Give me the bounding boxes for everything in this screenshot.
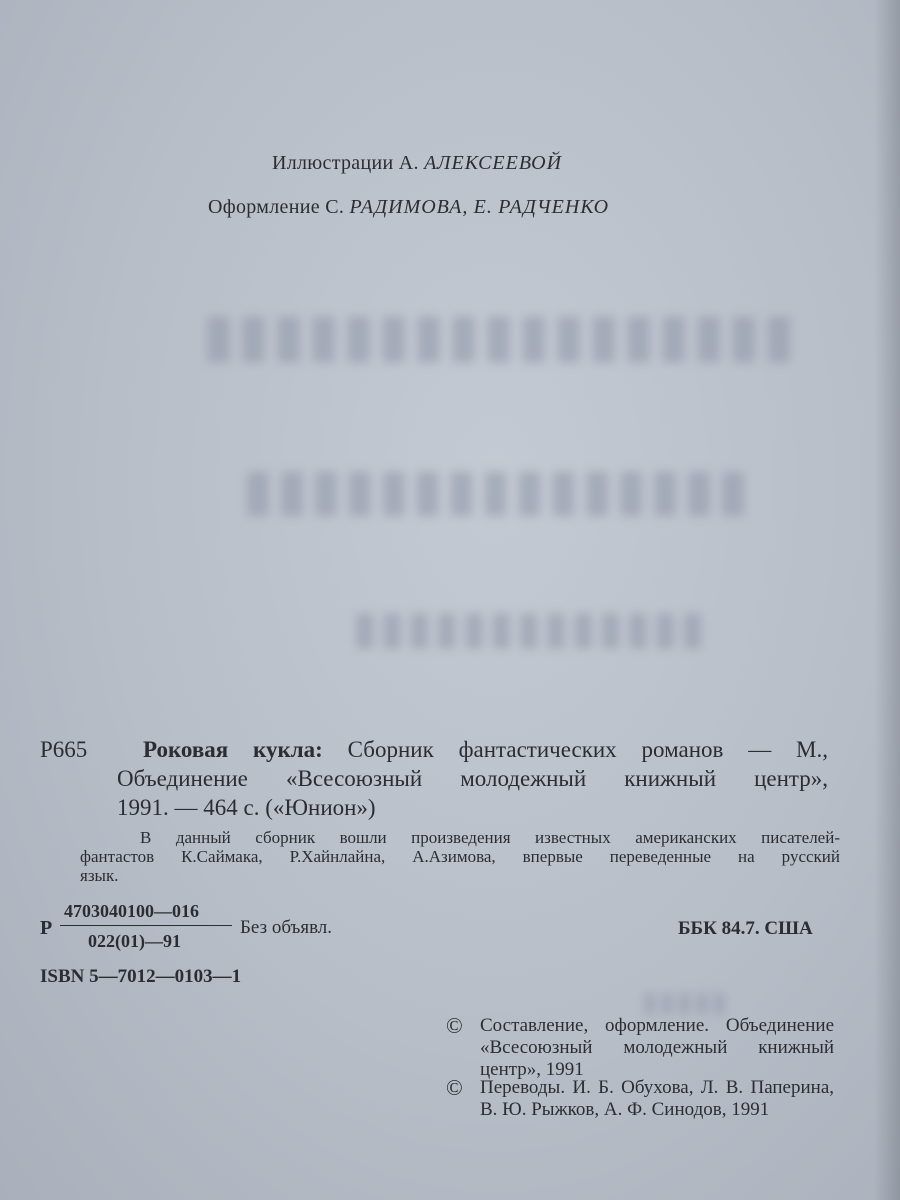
design-credit xyxy=(208,196,609,219)
catalog-code: Р665 xyxy=(40,737,88,762)
book-title: Роковая кукла: xyxy=(143,737,323,762)
design-label: Оформление С. xyxy=(208,196,345,218)
designer-name-2: РАДЧЕНКО xyxy=(498,196,610,218)
page-edge-shadow xyxy=(874,0,900,1200)
designer-name-1: РАДИМОВА, xyxy=(349,196,469,218)
show-through-band-4: ▮▮▮▮▮ xyxy=(640,986,728,1017)
designer-initial: Е. xyxy=(473,196,493,218)
show-through-band-2: ▮▮▮▮▮▮▮▮▮▮▮▮▮▮▮ xyxy=(240,457,749,522)
copyright-compilation-text: Составление, оформление. Объединение «Всесоюзный молодежный книжный центр», 1991 xyxy=(480,1015,834,1080)
catalog-line-3: 1991. — 464 с. («Юнион») xyxy=(117,795,376,820)
fraction-bar xyxy=(60,925,232,926)
illustrations-label: Иллюстрации А. xyxy=(272,152,419,174)
copyright-sign-icon: © xyxy=(446,1013,463,1038)
show-through-band-3: ▮▮▮▮▮▮▮▮▮▮▮▮▮ xyxy=(350,601,706,653)
copyright-compilation xyxy=(446,1015,834,1081)
copyright-sign-icon: © xyxy=(446,1075,463,1100)
price-note: Без объявл. xyxy=(240,917,333,938)
annotation-text-1: В данный сборник вошли произведения известных американских писателей- xyxy=(140,828,840,847)
catalog-line-1-rest: Сборник фантастических романов — М., xyxy=(347,737,828,762)
illustrator-name: АЛЕКСЕЕВОЙ xyxy=(424,152,563,174)
catalog-line-2: Объединение «Всесоюзный молодежный книжный центр», xyxy=(117,766,828,791)
index-numerator: 4703040100—016 xyxy=(64,901,199,921)
index-letter: Р xyxy=(40,917,53,939)
copyright-translations-text: Переводы. И. Б. Обухова, Л. В. Паперина, В. Ю. Рыжков, А. Ф. Синодов, 1991 xyxy=(480,1077,834,1120)
bbk-code: ББК 84.7. США xyxy=(678,918,813,939)
catalog-line-1 xyxy=(143,735,828,764)
copyright-translations xyxy=(446,1077,834,1121)
annotation-line-3: язык. xyxy=(80,866,119,885)
annotation-line-2: фантастов К.Саймака, Р.Хайнлайна, А.Азимова, впервые переведенные на русский xyxy=(80,847,840,866)
illustrations-credit xyxy=(272,152,562,175)
isbn: ISBN 5—7012—0103—1 xyxy=(40,966,242,987)
show-through-band-1: ▮▮▮▮▮▮▮▮▮▮▮▮▮▮▮▮▮ xyxy=(200,301,796,368)
annotation-line-1 xyxy=(80,828,840,847)
index-denominator: 022(01)—91 xyxy=(88,931,181,951)
